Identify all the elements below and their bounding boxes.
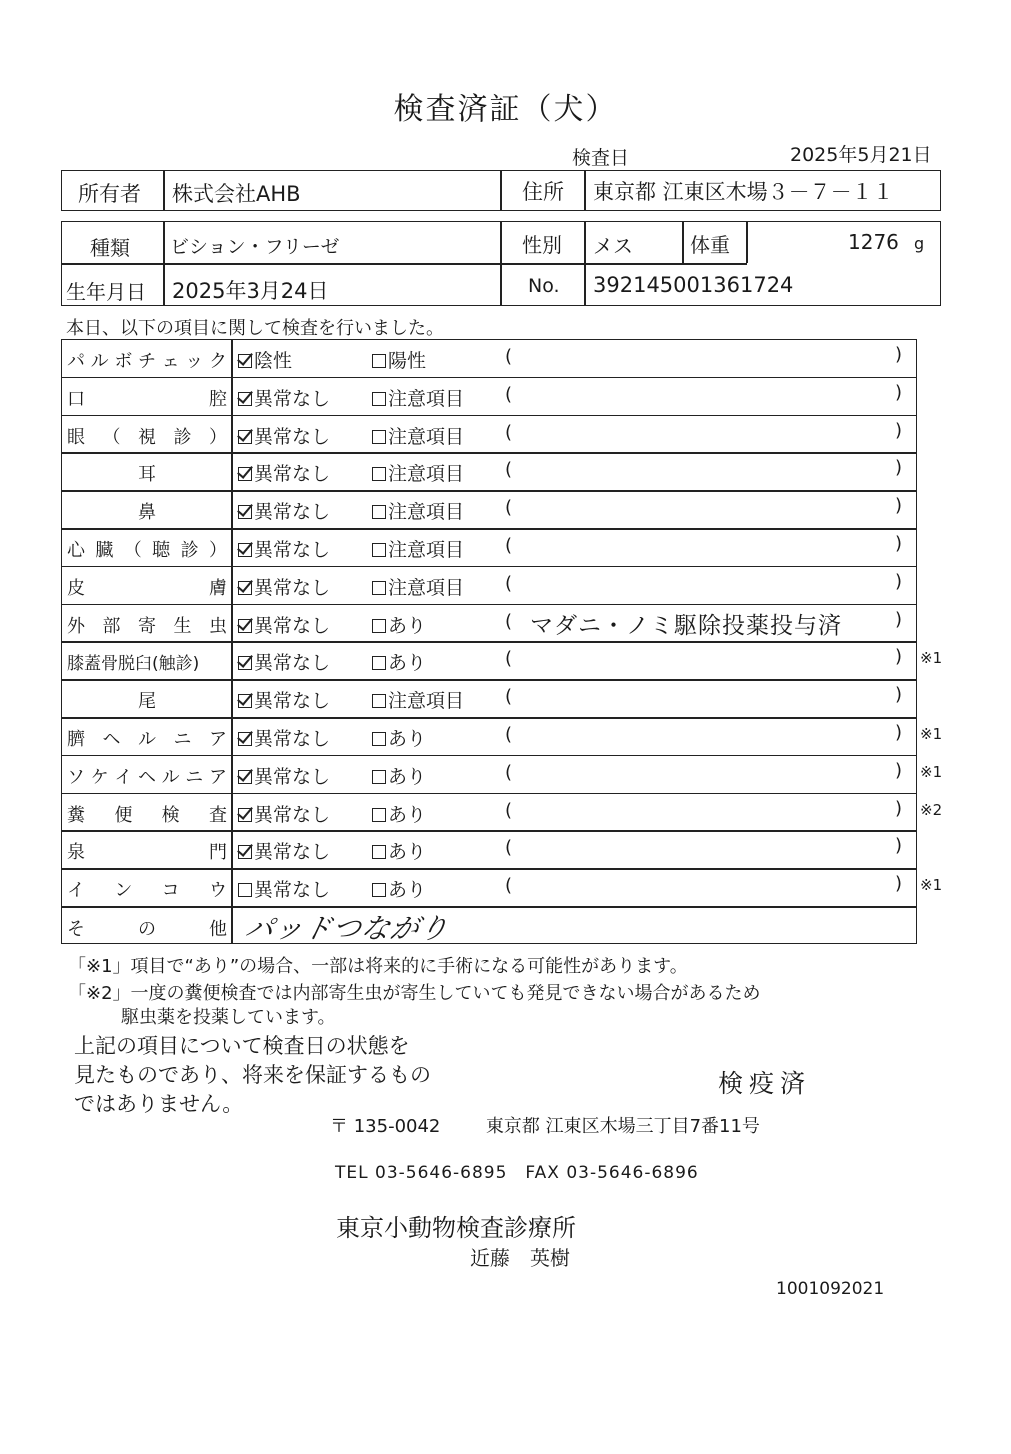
row-divider bbox=[61, 679, 916, 681]
owner-label: 所有者 bbox=[78, 182, 141, 206]
exam-date-label: 検査日 bbox=[572, 147, 630, 169]
row-label-char: ア bbox=[208, 766, 227, 788]
option-alt bbox=[372, 497, 464, 524]
row-label-char: 虫 bbox=[209, 615, 227, 637]
option-label: 異常なし bbox=[254, 539, 331, 561]
footnote-2: 「※2」一度の糞便検査では内部寄生虫が寄生していても発見できない場合があるため bbox=[68, 983, 761, 1004]
row-label-char: ） bbox=[208, 540, 227, 561]
weight-value: 1276 bbox=[848, 230, 899, 254]
option-alt bbox=[372, 384, 464, 411]
row-label: 膝蓋骨脱臼(触診) bbox=[67, 654, 200, 675]
option-alt bbox=[372, 648, 426, 675]
birth-label: 生年月日 bbox=[66, 280, 146, 304]
disclaimer-line: 見たものであり、将来を保証するもの bbox=[74, 1063, 431, 1087]
address-value: 東京都 江東区木場３－７－１１ bbox=[593, 180, 894, 204]
footnote-2-cont: 駆虫薬を投薬しています。 bbox=[121, 1007, 336, 1028]
address-label: 住所 bbox=[522, 180, 564, 204]
option-label: 異常なし bbox=[254, 576, 331, 599]
checkbox-alt[interactable] bbox=[372, 883, 386, 897]
option-normal bbox=[238, 837, 330, 864]
option-alt bbox=[372, 459, 464, 486]
row-divider bbox=[61, 452, 916, 454]
option-normal bbox=[238, 573, 330, 600]
row-mark: ※1 bbox=[920, 649, 943, 668]
option-normal bbox=[238, 535, 330, 562]
quarantine-stamp: 検疫済 bbox=[718, 1069, 812, 1098]
row-label-char: 門 bbox=[209, 842, 227, 864]
row-label-char: 糞 bbox=[67, 804, 85, 826]
row-label-char: ケ bbox=[90, 766, 109, 788]
doctor-name: 近藤 英樹 bbox=[470, 1246, 570, 1270]
disclaimer bbox=[74, 1032, 431, 1119]
clinic-phone: TEL 03-5646-6895 FAX 03-5646-6896 bbox=[335, 1163, 699, 1183]
checkbox-alt[interactable] bbox=[372, 619, 386, 633]
option-label: 異常なし bbox=[254, 387, 331, 410]
row-label-char: 便 bbox=[114, 804, 133, 826]
option-alt bbox=[372, 573, 464, 600]
row-label-char: 診 bbox=[180, 540, 199, 561]
row-label bbox=[67, 801, 227, 827]
row-note: マダニ・ノミ駆除投薬投与済 bbox=[530, 612, 842, 639]
option-normal bbox=[238, 611, 330, 638]
open-paren: ( bbox=[505, 837, 513, 859]
row-label-char: コ bbox=[161, 880, 180, 902]
checkbox-alt[interactable] bbox=[372, 808, 386, 822]
close-paren: ) bbox=[895, 608, 903, 630]
option-alt bbox=[372, 686, 464, 713]
row-label-char: ヘ bbox=[102, 729, 121, 750]
option-label: 異常なし bbox=[254, 690, 331, 713]
open-paren: ( bbox=[505, 346, 513, 367]
document-number: 1001092021 bbox=[776, 1279, 885, 1299]
divider bbox=[746, 221, 748, 263]
option-alt bbox=[372, 724, 426, 751]
option-normal bbox=[238, 459, 330, 486]
checkbox-normal[interactable] bbox=[238, 694, 252, 708]
row-label-char: ル bbox=[90, 351, 109, 372]
open-paren: ( bbox=[505, 799, 513, 821]
row-label-char: ソ bbox=[67, 766, 85, 788]
checkbox-alt[interactable] bbox=[372, 656, 386, 670]
divider bbox=[500, 221, 502, 306]
checkbox-normal[interactable] bbox=[238, 732, 252, 746]
option-label: 注意項目 bbox=[388, 690, 465, 713]
checkbox-normal[interactable] bbox=[238, 467, 252, 481]
option-label: 異常なし bbox=[254, 841, 331, 864]
row-label-char: 口 bbox=[67, 388, 85, 410]
sex-value: メス bbox=[593, 234, 633, 258]
row-label-char: 臓 bbox=[95, 540, 114, 561]
row-label bbox=[67, 612, 227, 638]
option-label: 陽性 bbox=[388, 350, 427, 372]
checkbox-normal[interactable] bbox=[238, 392, 252, 406]
row-divider bbox=[61, 830, 916, 832]
option-normal bbox=[238, 762, 330, 789]
row-label-char: ） bbox=[209, 426, 227, 448]
row-label-char: 皮 bbox=[67, 577, 85, 599]
row-label-char: 他 bbox=[209, 919, 227, 940]
open-paren: ( bbox=[505, 648, 513, 670]
divider bbox=[584, 170, 586, 211]
checkbox-normal[interactable] bbox=[238, 581, 252, 595]
clinic-address bbox=[330, 1112, 760, 1138]
row-label-char: 視 bbox=[138, 426, 156, 448]
no-value: 392145001361724 bbox=[593, 273, 794, 297]
close-paren: ) bbox=[895, 646, 903, 668]
option-label: 注意項目 bbox=[388, 539, 465, 561]
row-label-char: イ bbox=[114, 766, 133, 788]
document-title: 検査済証（犬） bbox=[393, 92, 618, 127]
row-label-char: ン bbox=[114, 880, 133, 902]
row-label-char: ウ bbox=[208, 880, 227, 902]
row-mark: ※1 bbox=[920, 876, 943, 895]
row-label-char: チ bbox=[137, 351, 156, 372]
open-paren: ( bbox=[505, 572, 513, 594]
close-paren: ) bbox=[895, 570, 903, 592]
checkbox-normal[interactable] bbox=[238, 883, 252, 897]
row-label-char: 腔 bbox=[209, 388, 227, 410]
row-label-char: 心 bbox=[67, 540, 85, 561]
checkbox-alt[interactable] bbox=[372, 543, 386, 557]
option-label: 注意項目 bbox=[388, 463, 465, 486]
checkbox-normal[interactable] bbox=[238, 354, 252, 368]
option-alt bbox=[372, 535, 464, 562]
row-label-char: ッ bbox=[185, 351, 204, 372]
row-label-char: 臍 bbox=[67, 729, 85, 750]
option-label: 異常なし bbox=[254, 728, 331, 750]
checkbox-normal[interactable] bbox=[238, 543, 252, 557]
close-paren: ) bbox=[895, 457, 903, 479]
option-label: 異常なし bbox=[254, 614, 331, 637]
checkbox-normal[interactable] bbox=[238, 808, 252, 822]
open-paren: ( bbox=[505, 421, 513, 443]
row-label bbox=[67, 347, 227, 373]
row-label-char: （ bbox=[102, 426, 121, 448]
checkbox-alt[interactable] bbox=[372, 467, 386, 481]
breed-label: 種類 bbox=[90, 236, 130, 260]
open-paren: ( bbox=[505, 383, 513, 405]
row-label-char: ル bbox=[161, 766, 180, 788]
row-label-char: ル bbox=[138, 729, 156, 750]
checkbox-alt[interactable] bbox=[372, 581, 386, 595]
row-label-char: 診 bbox=[173, 426, 192, 448]
row-divider bbox=[61, 566, 916, 568]
option-label: 注意項目 bbox=[388, 387, 465, 410]
checkbox-normal[interactable] bbox=[238, 770, 252, 784]
checkbox-normal[interactable] bbox=[238, 430, 252, 444]
option-label: あり bbox=[388, 728, 427, 750]
checkbox-alt[interactable] bbox=[372, 392, 386, 406]
disclaimer-line: 上記の項目について検査日の状態を bbox=[74, 1034, 410, 1058]
row-label-char: パ bbox=[67, 351, 85, 372]
row-label bbox=[67, 725, 227, 751]
row-mark: ※1 bbox=[920, 762, 943, 781]
exam-date-value: 2025年5月21日 bbox=[790, 144, 932, 166]
row-divider bbox=[61, 377, 916, 379]
open-paren: ( bbox=[505, 497, 513, 519]
checkbox-alt[interactable] bbox=[372, 845, 386, 859]
close-paren: ) bbox=[895, 419, 903, 441]
checkbox-alt[interactable] bbox=[372, 694, 386, 708]
divider bbox=[163, 170, 165, 211]
row-label-char: 聴 bbox=[152, 540, 171, 561]
option-normal bbox=[238, 497, 330, 524]
option-label: あり bbox=[388, 652, 427, 675]
row-label bbox=[67, 385, 227, 411]
row-label: 尾 bbox=[138, 691, 156, 713]
intro-text: 本日、以下の項目に関して検査を行いました。 bbox=[66, 318, 444, 339]
open-paren: ( bbox=[505, 535, 513, 556]
close-paren: ) bbox=[895, 835, 903, 857]
option-alt bbox=[372, 762, 426, 789]
row-label-char: 寄 bbox=[138, 615, 156, 637]
divider bbox=[584, 221, 586, 306]
row-label-char: 眼 bbox=[67, 426, 85, 448]
option-normal bbox=[238, 875, 330, 902]
option-label: 異常なし bbox=[254, 501, 331, 524]
close-paren: ) bbox=[895, 533, 903, 554]
checkbox-alt[interactable] bbox=[372, 732, 386, 746]
row-label: 耳 bbox=[138, 464, 156, 486]
row-label-char: ボ bbox=[114, 351, 133, 372]
row-label-char: 部 bbox=[102, 615, 121, 637]
option-alt bbox=[372, 422, 464, 449]
close-paren: ) bbox=[895, 722, 903, 743]
option-label: 異常なし bbox=[254, 652, 331, 675]
row-divider bbox=[61, 906, 916, 908]
checkbox-normal[interactable] bbox=[238, 505, 252, 519]
street-address: 東京都 江東区木場三丁目7番11号 bbox=[485, 1116, 760, 1137]
checkbox-alt[interactable] bbox=[372, 770, 386, 784]
close-paren: ) bbox=[895, 873, 903, 895]
handwritten-note: パッドつながり bbox=[242, 912, 453, 945]
option-normal bbox=[238, 346, 292, 373]
postal-code: 〒 135-0042 bbox=[330, 1116, 441, 1137]
row-label-char: 検 bbox=[161, 804, 180, 826]
footnote-1: 「※1」項目で“あり”の場合、一部は将来的に手術になる可能性があります。 bbox=[68, 956, 688, 977]
option-label: あり bbox=[388, 803, 427, 826]
row-label-char: ク bbox=[208, 351, 227, 372]
row-label-char: イ bbox=[67, 880, 85, 902]
option-label: 注意項目 bbox=[388, 425, 465, 448]
row-mark: ※1 bbox=[920, 725, 943, 743]
open-paren: ( bbox=[505, 761, 513, 783]
row-label-char: ェ bbox=[161, 351, 180, 372]
row-label-char: 泉 bbox=[67, 842, 85, 864]
open-paren: ( bbox=[505, 875, 513, 897]
row-label bbox=[67, 876, 227, 902]
row-label-char: ニ bbox=[185, 766, 204, 788]
weight-unit: g bbox=[914, 234, 925, 253]
option-label: 異常なし bbox=[254, 765, 331, 788]
checkbox-normal[interactable] bbox=[238, 656, 252, 670]
row-divider bbox=[61, 717, 916, 719]
option-label: 異常なし bbox=[254, 463, 331, 486]
row-mark: ※2 bbox=[920, 800, 943, 819]
option-label: あり bbox=[388, 765, 427, 788]
weight-label: 体重 bbox=[690, 233, 730, 257]
row-label bbox=[67, 423, 227, 449]
option-normal bbox=[238, 800, 330, 827]
option-normal bbox=[238, 384, 330, 411]
option-normal bbox=[238, 422, 330, 449]
row-label bbox=[67, 574, 227, 600]
row-label-char: ア bbox=[209, 729, 227, 750]
option-label: あり bbox=[388, 879, 427, 902]
close-paren: ) bbox=[895, 344, 903, 365]
option-label: 異常なし bbox=[254, 879, 331, 902]
row-divider bbox=[61, 415, 916, 417]
row-divider bbox=[61, 641, 916, 643]
divider bbox=[500, 170, 502, 211]
row-label-char: 査 bbox=[208, 804, 227, 826]
row-divider bbox=[61, 868, 916, 870]
breed-value: ビション・フリーゼ bbox=[170, 236, 340, 258]
option-alt bbox=[372, 611, 426, 638]
row-label: 鼻 bbox=[138, 502, 156, 524]
option-label: あり bbox=[388, 841, 427, 864]
disclaimer-line: ではありません。 bbox=[74, 1092, 244, 1116]
row-divider bbox=[61, 604, 916, 606]
owner-value: 株式会社AHB bbox=[172, 182, 301, 206]
row-label-char: 膚 bbox=[209, 577, 227, 599]
checkbox-normal[interactable] bbox=[238, 619, 252, 633]
option-alt bbox=[372, 837, 426, 864]
checkbox-alt[interactable] bbox=[372, 354, 386, 368]
row-label bbox=[67, 536, 227, 562]
checkbox-alt[interactable] bbox=[372, 505, 386, 519]
row-label bbox=[67, 763, 227, 789]
row-divider bbox=[61, 490, 916, 492]
option-label: 陰性 bbox=[254, 350, 293, 372]
option-label: 異常なし bbox=[254, 425, 331, 448]
option-alt bbox=[372, 800, 426, 827]
row-label-char: の bbox=[138, 919, 156, 940]
row-label-char: 外 bbox=[67, 615, 85, 637]
option-label: 注意項目 bbox=[388, 501, 465, 524]
row-divider bbox=[61, 528, 916, 530]
divider bbox=[163, 221, 165, 306]
row-label-char: （ bbox=[123, 540, 142, 561]
row-label-char: 生 bbox=[173, 615, 192, 637]
row-divider bbox=[61, 755, 916, 757]
option-normal bbox=[238, 686, 330, 713]
option-label: 異常なし bbox=[254, 803, 331, 826]
open-paren: ( bbox=[505, 610, 513, 632]
row-label bbox=[67, 838, 227, 864]
option-normal bbox=[238, 724, 330, 751]
option-normal bbox=[238, 648, 330, 675]
close-paren: ) bbox=[895, 684, 903, 706]
other-label bbox=[67, 915, 227, 941]
row-label-char: ヘ bbox=[137, 766, 156, 788]
option-label: あり bbox=[388, 614, 427, 637]
row-divider bbox=[61, 793, 916, 795]
close-paren: ) bbox=[895, 381, 903, 403]
open-paren: ( bbox=[505, 686, 513, 708]
option-alt bbox=[372, 346, 426, 373]
close-paren: ) bbox=[895, 495, 903, 517]
row-label-char: ニ bbox=[173, 729, 192, 750]
close-paren: ) bbox=[895, 797, 903, 819]
checkbox-normal[interactable] bbox=[238, 845, 252, 859]
no-label: No. bbox=[528, 275, 560, 297]
checkbox-alt[interactable] bbox=[372, 430, 386, 444]
option-alt bbox=[372, 875, 426, 902]
sex-label: 性別 bbox=[522, 233, 562, 257]
option-label: 注意項目 bbox=[388, 576, 465, 599]
open-paren: ( bbox=[505, 459, 513, 481]
close-paren: ) bbox=[895, 759, 903, 781]
divider bbox=[682, 221, 684, 263]
row-label-char: そ bbox=[67, 919, 85, 940]
clinic-name: 東京小動物検査診療所 bbox=[336, 1214, 576, 1242]
open-paren: ( bbox=[505, 724, 513, 745]
birth-value: 2025年3月24日 bbox=[172, 279, 329, 303]
